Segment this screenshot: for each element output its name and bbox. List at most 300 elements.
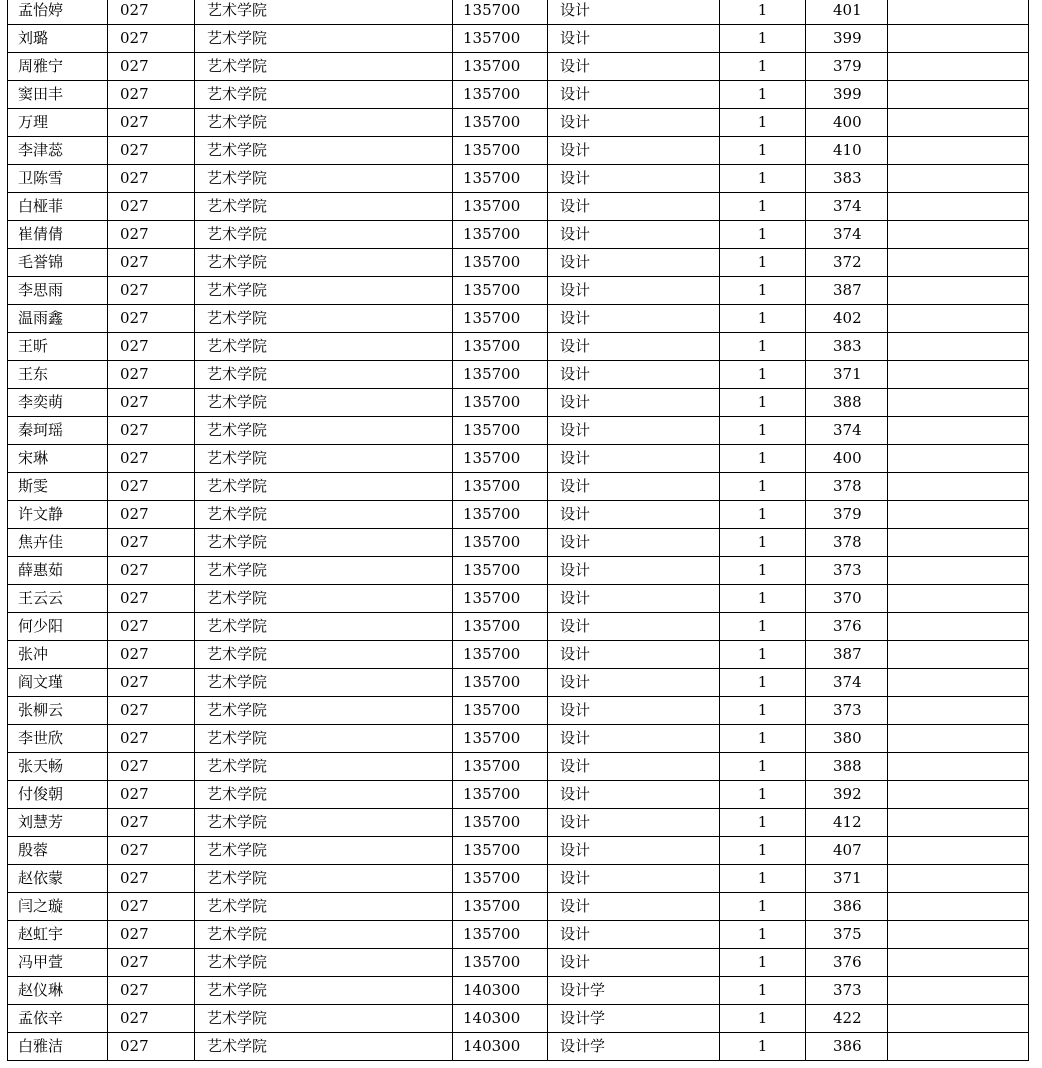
major-name-cell: 设计 — [548, 585, 720, 613]
note-cell — [888, 25, 1029, 53]
note-cell — [888, 1005, 1029, 1033]
note-cell — [888, 221, 1029, 249]
count-cell: 1 — [720, 641, 806, 669]
student-name-cell: 赵虹宇 — [8, 921, 108, 949]
note-cell — [888, 585, 1029, 613]
note-cell — [888, 137, 1029, 165]
student-name-cell: 毛誉锦 — [8, 249, 108, 277]
table-row — [8, 81, 1029, 109]
count-cell: 1 — [720, 529, 806, 557]
score-cell: 371 — [806, 865, 888, 893]
table-row — [8, 221, 1029, 249]
count-cell: 1 — [720, 697, 806, 725]
score-cell: 373 — [806, 557, 888, 585]
note-cell — [888, 361, 1029, 389]
score-cell: 422 — [806, 1005, 888, 1033]
count-cell: 1 — [720, 417, 806, 445]
score-cell: 399 — [806, 25, 888, 53]
note-cell — [888, 837, 1029, 865]
major-code-cell: 135700 — [453, 361, 548, 389]
major-code-cell: 135700 — [453, 277, 548, 305]
note-cell — [888, 81, 1029, 109]
student-name-cell: 焦卉佳 — [8, 529, 108, 557]
table-row — [8, 109, 1029, 137]
school-code-cell: 027 — [108, 53, 195, 81]
note-cell — [888, 445, 1029, 473]
score-cell: 375 — [806, 921, 888, 949]
table-row — [8, 193, 1029, 221]
score-cell: 372 — [806, 249, 888, 277]
department-cell: 艺术学院 — [195, 753, 453, 781]
score-cell: 379 — [806, 501, 888, 529]
school-code-cell: 027 — [108, 585, 195, 613]
student-name-cell: 张冲 — [8, 641, 108, 669]
student-name-cell: 白雅洁 — [8, 1033, 108, 1061]
school-code-cell: 027 — [108, 0, 195, 25]
student-name-cell: 窦田丰 — [8, 81, 108, 109]
school-code-cell: 027 — [108, 333, 195, 361]
note-cell — [888, 501, 1029, 529]
student-name-cell: 王东 — [8, 361, 108, 389]
score-cell: 379 — [806, 53, 888, 81]
major-name-cell: 设计 — [548, 137, 720, 165]
table-row — [8, 25, 1029, 53]
note-cell — [888, 613, 1029, 641]
student-name-cell: 闫之璇 — [8, 893, 108, 921]
note-cell — [888, 473, 1029, 501]
school-code-cell: 027 — [108, 641, 195, 669]
score-cell: 376 — [806, 613, 888, 641]
table-row — [8, 361, 1029, 389]
department-cell: 艺术学院 — [195, 1033, 453, 1061]
student-name-cell: 王昕 — [8, 333, 108, 361]
note-cell — [888, 949, 1029, 977]
student-name-cell: 李思雨 — [8, 277, 108, 305]
major-name-cell: 设计 — [548, 753, 720, 781]
department-cell: 艺术学院 — [195, 781, 453, 809]
student-name-cell: 万理 — [8, 109, 108, 137]
student-name-cell: 卫陈雪 — [8, 165, 108, 193]
count-cell: 1 — [720, 893, 806, 921]
major-code-cell: 135700 — [453, 389, 548, 417]
major-name-cell: 设计 — [548, 193, 720, 221]
school-code-cell: 027 — [108, 137, 195, 165]
department-cell: 艺术学院 — [195, 473, 453, 501]
department-cell: 艺术学院 — [195, 25, 453, 53]
count-cell: 1 — [720, 25, 806, 53]
count-cell: 1 — [720, 725, 806, 753]
student-name-cell: 付俊朝 — [8, 781, 108, 809]
major-code-cell: 135700 — [453, 81, 548, 109]
table-row — [8, 529, 1029, 557]
major-name-cell: 设计 — [548, 529, 720, 557]
table-row — [8, 557, 1029, 585]
department-cell: 艺术学院 — [195, 417, 453, 445]
student-name-cell: 白桠菲 — [8, 193, 108, 221]
table-row — [8, 445, 1029, 473]
count-cell: 1 — [720, 1033, 806, 1061]
table-row — [8, 865, 1029, 893]
major-name-cell: 设计 — [548, 221, 720, 249]
department-cell: 艺术学院 — [195, 221, 453, 249]
school-code-cell: 027 — [108, 81, 195, 109]
school-code-cell: 027 — [108, 697, 195, 725]
department-cell: 艺术学院 — [195, 389, 453, 417]
table-row — [8, 809, 1029, 837]
school-code-cell: 027 — [108, 557, 195, 585]
note-cell — [888, 389, 1029, 417]
major-name-cell: 设计 — [548, 725, 720, 753]
department-cell: 艺术学院 — [195, 1005, 453, 1033]
major-code-cell: 135700 — [453, 333, 548, 361]
student-name-cell: 李世欣 — [8, 725, 108, 753]
note-cell — [888, 893, 1029, 921]
count-cell: 1 — [720, 445, 806, 473]
school-code-cell: 027 — [108, 417, 195, 445]
note-cell — [888, 305, 1029, 333]
count-cell: 1 — [720, 305, 806, 333]
score-cell: 400 — [806, 445, 888, 473]
department-cell: 艺术学院 — [195, 305, 453, 333]
score-cell: 378 — [806, 529, 888, 557]
count-cell: 1 — [720, 921, 806, 949]
student-name-cell: 秦珂瑶 — [8, 417, 108, 445]
student-name-cell: 许文静 — [8, 501, 108, 529]
department-cell: 艺术学院 — [195, 697, 453, 725]
major-name-cell: 设计 — [548, 417, 720, 445]
major-code-cell: 135700 — [453, 109, 548, 137]
note-cell — [888, 249, 1029, 277]
major-name-cell: 设计 — [548, 473, 720, 501]
school-code-cell: 027 — [108, 389, 195, 417]
student-name-cell: 赵依蒙 — [8, 865, 108, 893]
count-cell: 1 — [720, 585, 806, 613]
note-cell — [888, 921, 1029, 949]
score-cell: 374 — [806, 221, 888, 249]
score-cell: 374 — [806, 417, 888, 445]
count-cell: 1 — [720, 137, 806, 165]
school-code-cell: 027 — [108, 949, 195, 977]
school-code-cell: 027 — [108, 809, 195, 837]
major-code-cell: 135700 — [453, 585, 548, 613]
department-cell: 艺术学院 — [195, 641, 453, 669]
school-code-cell: 027 — [108, 613, 195, 641]
table-row — [8, 53, 1029, 81]
major-name-cell: 设计 — [548, 641, 720, 669]
major-name-cell: 设计 — [548, 501, 720, 529]
major-code-cell: 135700 — [453, 193, 548, 221]
major-code-cell: 135700 — [453, 53, 548, 81]
student-name-cell: 薛惠茹 — [8, 557, 108, 585]
score-cell: 399 — [806, 81, 888, 109]
note-cell — [888, 669, 1029, 697]
department-cell: 艺术学院 — [195, 53, 453, 81]
student-name-cell: 孟怡婷 — [8, 0, 108, 25]
count-cell: 1 — [720, 249, 806, 277]
score-cell: 388 — [806, 389, 888, 417]
department-cell: 艺术学院 — [195, 585, 453, 613]
table-row — [8, 893, 1029, 921]
note-cell — [888, 977, 1029, 1005]
student-name-cell: 张柳云 — [8, 697, 108, 725]
note-cell — [888, 165, 1029, 193]
major-code-cell: 135700 — [453, 557, 548, 585]
score-cell: 383 — [806, 333, 888, 361]
department-cell: 艺术学院 — [195, 613, 453, 641]
student-name-cell: 周雅宁 — [8, 53, 108, 81]
department-cell: 艺术学院 — [195, 893, 453, 921]
department-cell: 艺术学院 — [195, 501, 453, 529]
school-code-cell: 027 — [108, 669, 195, 697]
department-cell: 艺术学院 — [195, 0, 453, 25]
count-cell: 1 — [720, 221, 806, 249]
major-code-cell: 135700 — [453, 473, 548, 501]
table-row — [8, 165, 1029, 193]
major-name-cell: 设计 — [548, 809, 720, 837]
department-cell: 艺术学院 — [195, 81, 453, 109]
school-code-cell: 027 — [108, 781, 195, 809]
school-code-cell: 027 — [108, 473, 195, 501]
department-cell: 艺术学院 — [195, 865, 453, 893]
table-row — [8, 669, 1029, 697]
major-name-cell: 设计 — [548, 893, 720, 921]
student-name-cell: 斯雯 — [8, 473, 108, 501]
score-cell: 370 — [806, 585, 888, 613]
score-cell: 387 — [806, 641, 888, 669]
table-body — [8, 0, 1029, 1061]
table-row — [8, 0, 1029, 25]
student-name-cell: 赵仪琳 — [8, 977, 108, 1005]
table-row — [8, 697, 1029, 725]
count-cell: 1 — [720, 0, 806, 25]
school-code-cell: 027 — [108, 445, 195, 473]
school-code-cell: 027 — [108, 725, 195, 753]
count-cell: 1 — [720, 81, 806, 109]
count-cell: 1 — [720, 557, 806, 585]
major-name-cell: 设计 — [548, 53, 720, 81]
student-name-cell: 崔倩倩 — [8, 221, 108, 249]
count-cell: 1 — [720, 837, 806, 865]
school-code-cell: 027 — [108, 837, 195, 865]
table-row — [8, 753, 1029, 781]
note-cell — [888, 865, 1029, 893]
major-name-cell: 设计 — [548, 81, 720, 109]
major-code-cell: 135700 — [453, 781, 548, 809]
department-cell: 艺术学院 — [195, 333, 453, 361]
note-cell — [888, 193, 1029, 221]
department-cell: 艺术学院 — [195, 529, 453, 557]
major-code-cell: 135700 — [453, 221, 548, 249]
score-cell: 412 — [806, 809, 888, 837]
major-name-cell: 设计 — [548, 361, 720, 389]
count-cell: 1 — [720, 949, 806, 977]
school-code-cell: 027 — [108, 109, 195, 137]
major-name-cell: 设计 — [548, 697, 720, 725]
school-code-cell: 027 — [108, 193, 195, 221]
student-name-cell: 刘慧芳 — [8, 809, 108, 837]
major-name-cell: 设计 — [548, 445, 720, 473]
score-cell: 402 — [806, 305, 888, 333]
table-row — [8, 473, 1029, 501]
major-name-cell: 设计 — [548, 333, 720, 361]
school-code-cell: 027 — [108, 249, 195, 277]
major-name-cell: 设计 — [548, 0, 720, 25]
major-code-cell: 135700 — [453, 249, 548, 277]
score-cell: 392 — [806, 781, 888, 809]
table-row — [8, 781, 1029, 809]
count-cell: 1 — [720, 977, 806, 1005]
note-cell — [888, 557, 1029, 585]
major-name-cell: 设计 — [548, 389, 720, 417]
count-cell: 1 — [720, 753, 806, 781]
table-row — [8, 389, 1029, 417]
major-name-cell: 设计 — [548, 557, 720, 585]
table-row — [8, 613, 1029, 641]
score-cell: 371 — [806, 361, 888, 389]
major-name-cell: 设计 — [548, 165, 720, 193]
major-name-cell: 设计 — [548, 109, 720, 137]
major-name-cell: 设计 — [548, 613, 720, 641]
school-code-cell: 027 — [108, 529, 195, 557]
student-name-cell: 阎文瑾 — [8, 669, 108, 697]
major-code-cell: 135700 — [453, 865, 548, 893]
major-name-cell: 设计 — [548, 865, 720, 893]
major-code-cell: 135700 — [453, 25, 548, 53]
table-row — [8, 333, 1029, 361]
table-row — [8, 1033, 1029, 1061]
note-cell — [888, 697, 1029, 725]
table-row — [8, 277, 1029, 305]
department-cell: 艺术学院 — [195, 165, 453, 193]
score-cell: 380 — [806, 725, 888, 753]
department-cell: 艺术学院 — [195, 977, 453, 1005]
department-cell: 艺术学院 — [195, 137, 453, 165]
count-cell: 1 — [720, 1005, 806, 1033]
department-cell: 艺术学院 — [195, 669, 453, 697]
score-cell: 410 — [806, 137, 888, 165]
score-cell: 374 — [806, 193, 888, 221]
score-cell: 373 — [806, 697, 888, 725]
major-name-cell: 设计 — [548, 837, 720, 865]
table-row — [8, 501, 1029, 529]
table-row — [8, 921, 1029, 949]
score-cell: 407 — [806, 837, 888, 865]
major-name-cell: 设计学 — [548, 977, 720, 1005]
count-cell: 1 — [720, 389, 806, 417]
major-code-cell: 135700 — [453, 137, 548, 165]
major-code-cell: 135700 — [453, 417, 548, 445]
major-code-cell: 135700 — [453, 445, 548, 473]
major-name-cell: 设计 — [548, 277, 720, 305]
major-name-cell: 设计 — [548, 921, 720, 949]
major-code-cell: 135700 — [453, 921, 548, 949]
score-cell: 374 — [806, 669, 888, 697]
major-code-cell: 135700 — [453, 501, 548, 529]
note-cell — [888, 753, 1029, 781]
department-cell: 艺术学院 — [195, 809, 453, 837]
major-name-cell: 设计学 — [548, 1005, 720, 1033]
count-cell: 1 — [720, 809, 806, 837]
admission-table — [7, 0, 1029, 1061]
table-row — [8, 837, 1029, 865]
school-code-cell: 027 — [108, 305, 195, 333]
school-code-cell: 027 — [108, 25, 195, 53]
major-name-cell: 设计 — [548, 949, 720, 977]
count-cell: 1 — [720, 333, 806, 361]
major-code-cell: 135700 — [453, 949, 548, 977]
note-cell — [888, 333, 1029, 361]
score-cell: 378 — [806, 473, 888, 501]
count-cell: 1 — [720, 193, 806, 221]
department-cell: 艺术学院 — [195, 949, 453, 977]
note-cell — [888, 725, 1029, 753]
major-code-cell: 135700 — [453, 893, 548, 921]
major-name-cell: 设计 — [548, 25, 720, 53]
count-cell: 1 — [720, 865, 806, 893]
major-code-cell: 135700 — [453, 697, 548, 725]
major-code-cell: 135700 — [453, 529, 548, 557]
department-cell: 艺术学院 — [195, 445, 453, 473]
table-row — [8, 977, 1029, 1005]
table-row — [8, 585, 1029, 613]
department-cell: 艺术学院 — [195, 921, 453, 949]
count-cell: 1 — [720, 501, 806, 529]
student-name-cell: 孟依辛 — [8, 1005, 108, 1033]
table-row — [8, 1005, 1029, 1033]
school-code-cell: 027 — [108, 753, 195, 781]
count-cell: 1 — [720, 669, 806, 697]
student-name-cell: 刘璐 — [8, 25, 108, 53]
score-cell: 376 — [806, 949, 888, 977]
major-code-cell: 135700 — [453, 809, 548, 837]
school-code-cell: 027 — [108, 921, 195, 949]
school-code-cell: 027 — [108, 977, 195, 1005]
student-name-cell: 何少阳 — [8, 613, 108, 641]
student-name-cell: 冯甲萱 — [8, 949, 108, 977]
table-row — [8, 249, 1029, 277]
major-code-cell: 135700 — [453, 753, 548, 781]
major-code-cell: 135700 — [453, 669, 548, 697]
department-cell: 艺术学院 — [195, 109, 453, 137]
score-cell: 386 — [806, 893, 888, 921]
department-cell: 艺术学院 — [195, 557, 453, 585]
department-cell: 艺术学院 — [195, 361, 453, 389]
major-code-cell: 135700 — [453, 0, 548, 25]
student-name-cell: 殷蓉 — [8, 837, 108, 865]
count-cell: 1 — [720, 53, 806, 81]
major-code-cell: 135700 — [453, 641, 548, 669]
count-cell: 1 — [720, 781, 806, 809]
school-code-cell: 027 — [108, 277, 195, 305]
table-row — [8, 725, 1029, 753]
major-code-cell: 135700 — [453, 613, 548, 641]
note-cell — [888, 781, 1029, 809]
student-name-cell: 温雨鑫 — [8, 305, 108, 333]
department-cell: 艺术学院 — [195, 277, 453, 305]
score-cell: 383 — [806, 165, 888, 193]
major-name-cell: 设计 — [548, 781, 720, 809]
department-cell: 艺术学院 — [195, 249, 453, 277]
department-cell: 艺术学院 — [195, 837, 453, 865]
major-code-cell: 140300 — [453, 1005, 548, 1033]
major-code-cell: 140300 — [453, 977, 548, 1005]
student-name-cell: 李奕萌 — [8, 389, 108, 417]
major-name-cell: 设计 — [548, 249, 720, 277]
school-code-cell: 027 — [108, 1005, 195, 1033]
count-cell: 1 — [720, 473, 806, 501]
school-code-cell: 027 — [108, 1033, 195, 1061]
score-cell: 400 — [806, 109, 888, 137]
